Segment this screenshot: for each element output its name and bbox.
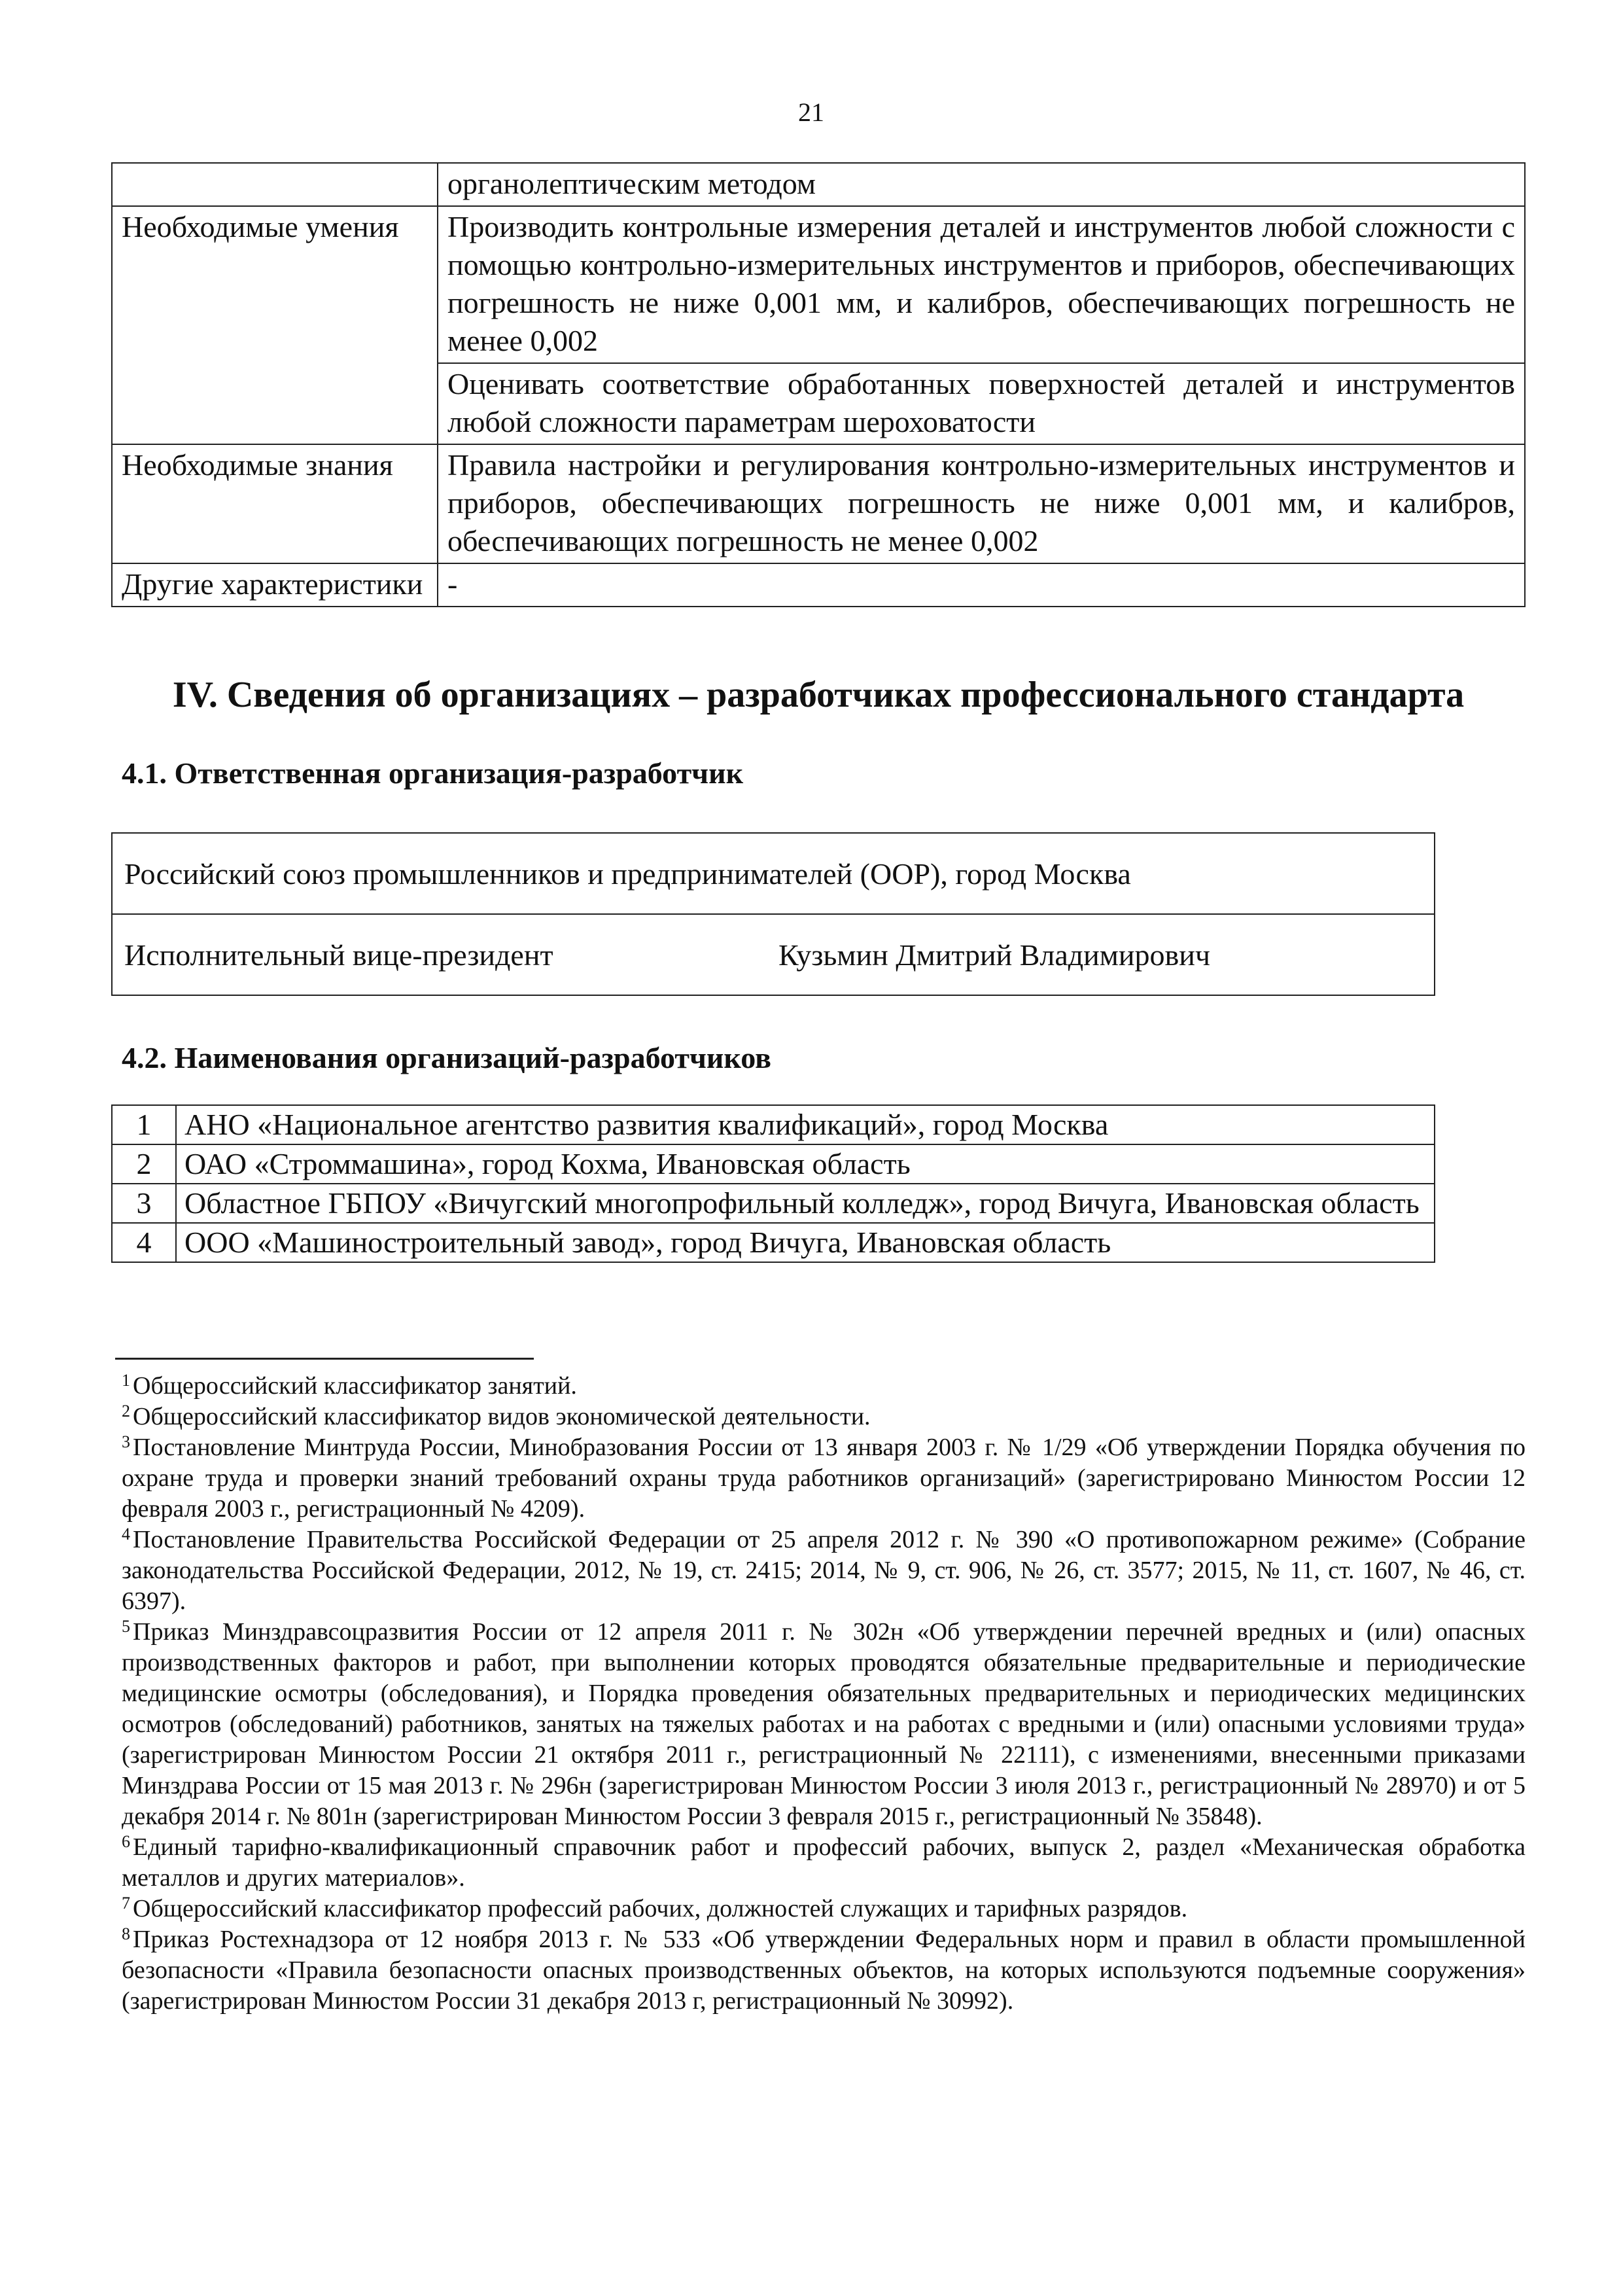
row-text: Производить контрольные измерения деталей и инструментов любой сложности с помощью контрольно-измерительных инструментов и приборов, обеспечивающих погрешность не ниже 0,001 мм, и калибров, обеспечивающих погрешность не менее 0,002: [438, 206, 1525, 363]
footnote-mark: 7: [122, 1894, 130, 1913]
footnote: [122, 1894, 1526, 1924]
footnote: [122, 1525, 1526, 1617]
footnote-mark: 6: [122, 1832, 130, 1851]
row-text: Правила настройки и регулирования контрольно-измерительных инструментов и приборов, обеспечивающих погрешность не ниже 0,001 мм, и калибров, обеспечивающих погрешность не менее 0,002: [438, 444, 1525, 563]
developer-organizations-table: [111, 1104, 1435, 1263]
row-label: [112, 163, 438, 206]
footnote-mark: 5: [122, 1617, 130, 1636]
signatory-person: Кузьмин Дмитрий Владимирович: [778, 938, 1210, 972]
table-row: [112, 163, 1525, 206]
footnote: [122, 1832, 1526, 1894]
footnote-text: Приказ Минздравсоцразвития России от 12 апреля 2011 г. № 302н «Об утверждении перечней вредных и (или) опасных производственных факторов и работ, при выполнении которых проводятся обязательные предварительные и периодические медицинские осмотры (обследования), и Порядка проведения обязательных предварительных и периодических медицинских осмотров (обследований) работников, занятых на тяжелых работах и на работах с вредными и (или) опасными условиями труда» (зарегистрирован Минюстом России 21 октября 2011 г., регистрационный № 22111), с изменениями, внесенными приказами Минздрава России от 15 мая 2013 г. № 296н (зарегистрирован Минюстом России 3 июля 2013 г., регистрационный № 28970) и от 5 декабря 2014 г. № 801н (зарегистрирован Минюстом России 3 февраля 2015 г., регистрационный № 35848).: [122, 1618, 1526, 1830]
footnote-text: Приказ Ростехнадзора от 12 ноября 2013 г. № 533 «Об утверждении Федеральных норм и правил в области промышленной безопасности «Правила безопасности опасных производственных объектов, на которых используются подъемные сооружения» (зарегистрирован Минюстом России 31 декабря 2013 г, регистрационный № 30992).: [122, 1926, 1526, 2015]
footnote-mark: 4: [122, 1525, 130, 1544]
row-text: Оценивать соответствие обработанных поверхностей деталей и инструментов любой сложности параметрам шероховатости: [438, 363, 1525, 444]
row-text: органолептическим методом: [438, 163, 1525, 206]
footnote-text: Общероссийский классификатор профессий рабочих, должностей служащих и тарифных разрядов.: [133, 1895, 1188, 1922]
footnote-text: Постановление Минтруда России, Минобразования России от 13 января 2003 г. № 1/29 «Об утверждении Порядка обучения по охране труда и проверки знаний требований охраны труда работников организаций» (зарегистрировано Минюстом России 12 февраля 2003 г., регистрационный № 4209).: [122, 1434, 1526, 1523]
footnote-text: Общероссийский классификатор занятий.: [133, 1372, 577, 1400]
row-number: 2: [112, 1144, 176, 1184]
row-number: 1: [112, 1105, 176, 1144]
row-number: 4: [112, 1223, 176, 1262]
row-label: Необходимые знания: [112, 444, 438, 563]
footnotes: [122, 1371, 1526, 2017]
table-row: [112, 833, 1435, 914]
subsection-title: 4.2. Наименования организаций-разработчиков: [122, 1041, 771, 1074]
table-row: [112, 1105, 1435, 1144]
table-row: [112, 1223, 1435, 1262]
table-row: [112, 1184, 1435, 1223]
row-number: 3: [112, 1184, 176, 1223]
footnote-mark: 2: [122, 1402, 130, 1421]
section-title: IV. Сведения об организациях – разработчиках профессионального стандарта: [172, 675, 1465, 715]
page-number: 21: [798, 97, 824, 127]
footnote-text: Единый тарифно-квалификационный справочник работ и профессий рабочих, выпуск 2, раздел «Механическая обработка металлов и других материалов».: [122, 1833, 1526, 1892]
footnote: [122, 1617, 1526, 1832]
footnote-separator: [115, 1358, 534, 1360]
footnote-mark: 8: [122, 1924, 130, 1943]
row-organization: АНО «Национальное агентство развития квалификаций», город Москва: [176, 1105, 1435, 1144]
footnote-text: Постановление Правительства Российской Федерации от 25 апреля 2012 г. № 390 «О противопожарном режиме» (Собрание законодательства Российской Федерации, 2012, № 19, ст. 2415; 2014, № 9, ст. 906, № 26, ст. 3577; 2015, № 11, ст. 1607, № 46, ст. 6397).: [122, 1526, 1526, 1615]
table-row: [112, 563, 1525, 607]
row-label: Необходимые умения: [112, 206, 438, 444]
table-row: [112, 444, 1525, 563]
footnote: [122, 1371, 1526, 1402]
footnote: [122, 1432, 1526, 1525]
responsible-organization-table: [111, 832, 1435, 996]
row-organization: ОАО «Строммашина», город Кохма, Ивановская область: [176, 1144, 1435, 1184]
footnote-text: Общероссийский классификатор видов экономической деятельности.: [133, 1403, 871, 1430]
row-organization: Областное ГБПОУ «Вичугский многопрофильный колледж», город Вичуга, Ивановская область: [176, 1184, 1435, 1223]
subsection-title: 4.1. Ответственная организация-разработчик: [122, 756, 744, 790]
organization-name: Российский союз промышленников и предпринимателей (ООР), город Москва: [112, 833, 1435, 914]
table-row: [112, 206, 1525, 363]
table-row: [112, 1144, 1435, 1184]
row-text: -: [438, 563, 1525, 607]
footnote-mark: 1: [122, 1371, 130, 1390]
table-row: [112, 914, 1435, 995]
signatory-position: Исполнительный вице-президент: [124, 938, 553, 972]
footnote: [122, 1924, 1526, 2017]
row-label: Другие характеристики: [112, 563, 438, 607]
competency-table: [111, 162, 1526, 607]
footnote-mark: 3: [122, 1432, 130, 1451]
footnote: [122, 1402, 1526, 1432]
signatory-cell: [112, 914, 1435, 995]
row-organization: ООО «Машиностроительный завод», город Вичуга, Ивановская область: [176, 1223, 1435, 1262]
